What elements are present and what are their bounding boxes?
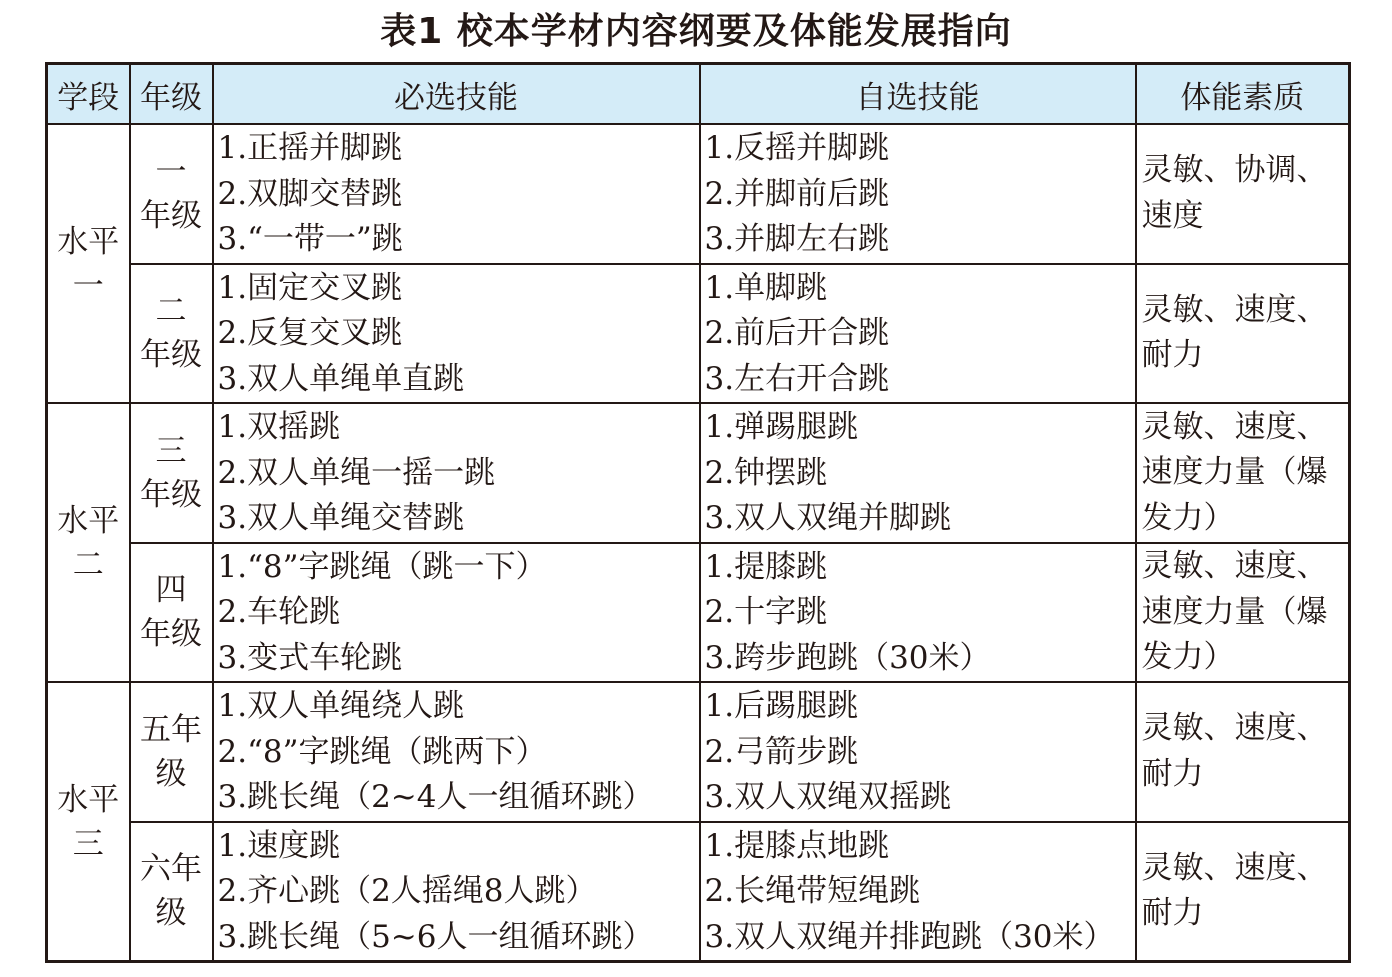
grade-name: 三 [155, 432, 187, 469]
table-header [47, 64, 1350, 125]
skill-item: 1.“8”字跳绳（跳一下） [217, 548, 547, 585]
skill-item: 2.双脚交替跳 [217, 175, 403, 212]
required-skills-cell [213, 682, 700, 822]
grade-suffix: 年级 [140, 616, 202, 653]
grade-cell [130, 264, 213, 404]
skill-item: 3.变式车轮跳 [217, 639, 403, 676]
grade-name: 二 [155, 293, 187, 330]
skill-item: 1.提膝点地跳 [704, 827, 890, 864]
skill-item: 3.双人单绳交替跳 [217, 500, 465, 536]
fitness-cell: 灵敏、协调、速度 [1136, 124, 1350, 264]
optional-skills-cell [700, 403, 1136, 543]
header-optional-skills: 自选技能 [700, 64, 1136, 125]
skill-item: 2.钟摆跳 [704, 454, 828, 491]
skill-item: 1.后踢腿跳 [704, 688, 859, 724]
skill-item: 1.速度跳 [217, 827, 341, 864]
skill-item: 3.跳长绳（2~4人一组循环跳） [217, 779, 654, 815]
grade-cell [130, 682, 213, 822]
header-level: 学段 [47, 64, 130, 125]
skill-item: 3.双人单绳单直跳 [217, 360, 465, 397]
grade-suffix: 年级 [140, 337, 202, 374]
skill-item: 2.并脚前后跳 [704, 175, 890, 212]
required-skills-cell [213, 124, 700, 264]
grade-suffix: 级 [155, 895, 187, 932]
level-number: 一 [72, 267, 104, 304]
curriculum-table [45, 62, 1351, 963]
table-title: 表1 校本学材内容纲要及体能发展指向 [380, 11, 1012, 52]
fitness-cell: 灵敏、速度、速度力量（爆发力） [1136, 403, 1350, 543]
skill-item: 1.单脚跳 [704, 269, 828, 306]
skill-item: 1.固定交叉跳 [217, 269, 403, 306]
fitness-cell: 灵敏、速度、耐力 [1136, 264, 1350, 404]
table-row [47, 403, 1350, 543]
skill-item: 1.提膝跳 [704, 548, 828, 585]
skill-item: 1.正摇并脚跳 [217, 130, 403, 166]
required-skills-cell [213, 543, 700, 683]
required-skills-cell [213, 822, 700, 962]
grade-cell [130, 403, 213, 543]
required-skills-cell [213, 403, 700, 543]
optional-skills-cell [700, 822, 1136, 962]
skill-item: 3.双人双绳双摇跳 [704, 779, 952, 815]
optional-skills-cell [700, 682, 1136, 822]
table-body [47, 124, 1350, 962]
skill-item: 2.前后开合跳 [704, 315, 890, 351]
level-number: 三 [72, 825, 104, 862]
skill-item: 1.弹踢腿跳 [704, 409, 859, 445]
skill-item: 2.十字跳 [704, 594, 828, 630]
optional-skills-cell [700, 264, 1136, 404]
header-required-skills: 必选技能 [213, 64, 700, 125]
table-row [47, 264, 1350, 404]
skill-item: 2.弓箭步跳 [704, 733, 859, 770]
skill-item: 2.齐心跳（2人摇绳8人跳） [217, 873, 597, 909]
optional-skills-cell [700, 124, 1136, 264]
grade-name: 四 [155, 572, 187, 609]
skill-item: 3.“一带一”跳 [217, 221, 403, 257]
header-grade: 年级 [130, 64, 213, 125]
grade-suffix: 年级 [140, 197, 202, 234]
level-name: 水平 [57, 781, 120, 818]
table-row [47, 822, 1350, 962]
skill-item: 2.长绳带短绳跳 [704, 873, 921, 909]
table-row [47, 543, 1350, 683]
skill-item: 1.双摇跳 [217, 409, 341, 445]
grade-cell [130, 543, 213, 683]
skill-item: 3.左右开合跳 [704, 360, 890, 397]
level-name: 水平 [57, 502, 120, 539]
grade-name: 五年 [140, 711, 202, 748]
grade-suffix: 年级 [140, 476, 202, 513]
required-skills-cell [213, 264, 700, 404]
grade-suffix: 级 [155, 755, 187, 792]
header-row [47, 64, 1350, 125]
skill-item: 1.反摇并脚跳 [704, 130, 890, 166]
fitness-cell: 灵敏、速度、耐力 [1136, 822, 1350, 962]
fitness-cell: 灵敏、速度、耐力 [1136, 682, 1350, 822]
skill-item: 3.跳长绳（5~6人一组循环跳） [217, 918, 654, 955]
skill-item: 2.车轮跳 [217, 594, 341, 630]
skill-item: 1.双人单绳绕人跳 [217, 688, 465, 724]
skill-item: 2.反复交叉跳 [217, 315, 403, 351]
skill-item: 2.“8”字跳绳（跳两下） [217, 733, 547, 770]
skill-item: 3.双人双绳并脚跳 [704, 500, 952, 536]
grade-name: 一 [155, 153, 187, 190]
fitness-cell: 灵敏、速度、速度力量（爆发力） [1136, 543, 1350, 683]
skill-item: 3.并脚左右跳 [704, 221, 890, 257]
table-row [47, 682, 1350, 822]
level-number: 二 [72, 546, 104, 583]
level-cell [47, 403, 130, 682]
skill-item: 2.双人单绳一摇一跳 [217, 454, 496, 491]
skill-item: 3.跨步跑跳（30米） [704, 639, 991, 676]
level-name: 水平 [57, 223, 120, 260]
header-fitness: 体能素质 [1136, 64, 1350, 125]
table-row [47, 124, 1350, 264]
optional-skills-cell [700, 543, 1136, 683]
grade-cell [130, 124, 213, 264]
grade-name: 六年 [140, 851, 202, 888]
skill-item: 3.双人双绳并排跑跳（30米） [704, 918, 1115, 955]
level-cell [47, 124, 130, 403]
level-cell [47, 682, 130, 962]
grade-cell [130, 822, 213, 962]
